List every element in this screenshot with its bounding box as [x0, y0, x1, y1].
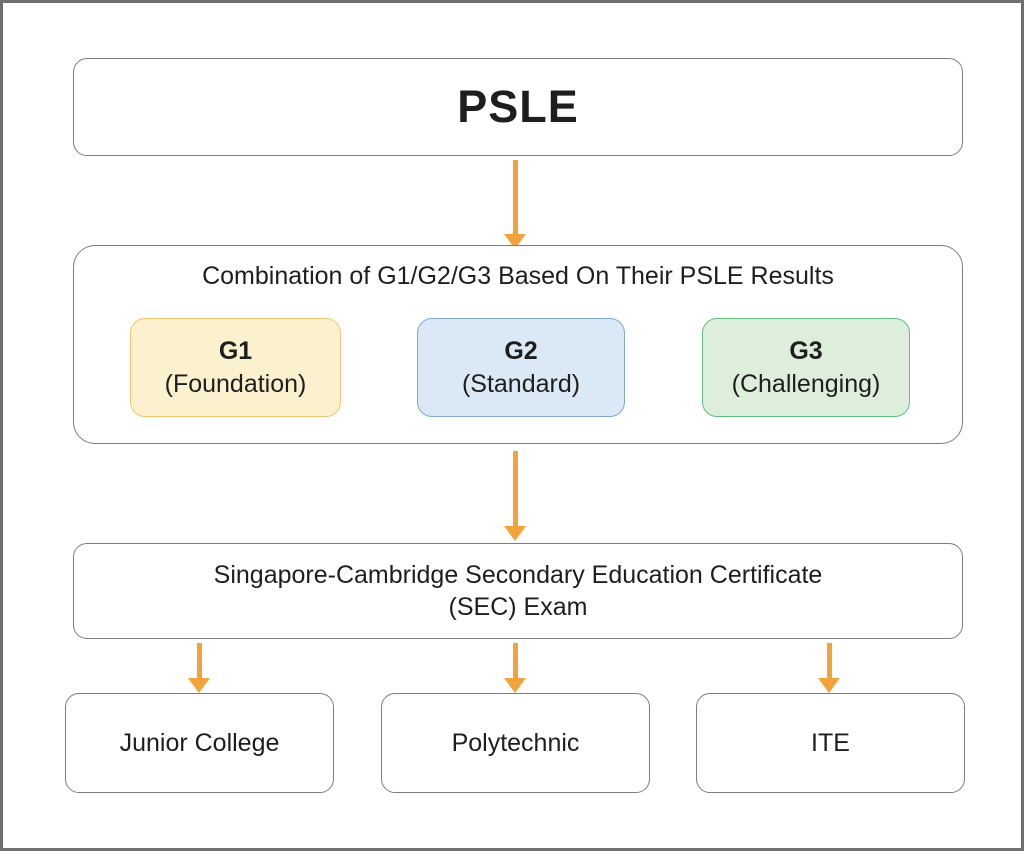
arrow-sec-to-junior-college: [188, 643, 210, 693]
track-g1-foundation: [130, 318, 341, 417]
track-code: G3: [789, 337, 823, 365]
arrow-shaft: [513, 643, 518, 678]
combination-heading: Combination of G1/G2/G3 Based On Their PSLE Results: [202, 262, 834, 290]
arrow-combination-to-sec: [504, 451, 526, 541]
arrow-head-icon: [188, 678, 210, 693]
track-g2-standard: [417, 318, 625, 417]
pathway-label: Junior College: [119, 728, 280, 757]
track-label: (Challenging): [731, 369, 881, 398]
arrow-shaft: [513, 160, 518, 234]
psle-node: [73, 58, 963, 156]
psle-label: PSLE: [457, 81, 579, 132]
track-code: G1: [218, 337, 253, 365]
arrow-shaft: [197, 643, 202, 678]
sec-exam-node: [73, 543, 963, 639]
arrow-sec-to-polytechnic: [504, 643, 526, 693]
arrow-shaft: [827, 643, 832, 678]
pathway-polytechnic: [381, 693, 650, 793]
track-code: G2: [504, 337, 538, 365]
pathway-ite: [696, 693, 965, 793]
arrow-sec-to-ite: [818, 643, 840, 693]
track-g3-challenging: [702, 318, 910, 417]
pathway-label: ITE: [811, 728, 850, 757]
combination-node: [73, 245, 963, 444]
pathway-label: Polytechnic: [451, 728, 580, 757]
arrow-head-icon: [818, 678, 840, 693]
arrow-psle-to-combination: [504, 160, 526, 249]
sec-exam-line1: Singapore-Cambridge Secondary Education Certificate: [213, 560, 823, 589]
track-label: (Foundation): [164, 369, 307, 398]
pathway-junior-college: [65, 693, 334, 793]
sec-exam-line2: (SEC) Exam: [448, 593, 588, 621]
arrow-head-icon: [504, 678, 526, 693]
arrow-head-icon: [504, 526, 526, 541]
track-label: (Standard): [461, 369, 581, 398]
arrow-shaft: [513, 451, 518, 526]
